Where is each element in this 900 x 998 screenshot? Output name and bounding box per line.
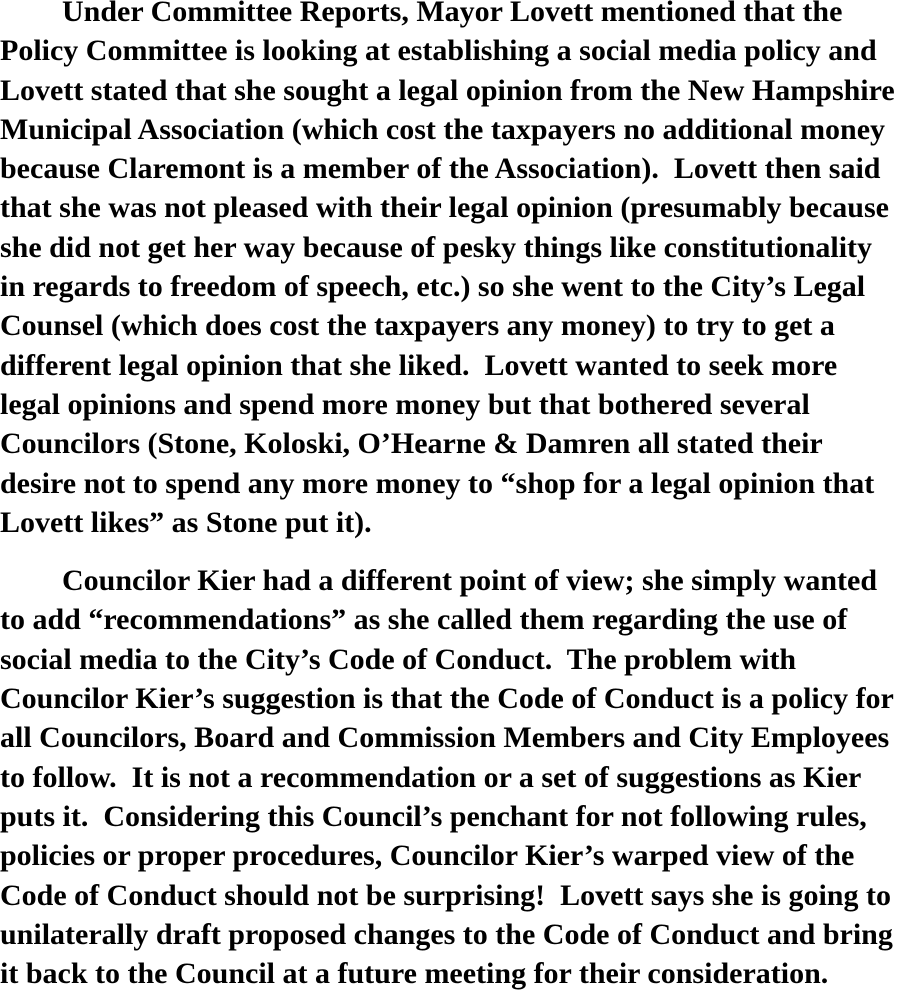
text-line: legal opinions and spend more money but that bothered several <box>0 387 810 421</box>
text-line: different legal opinion that she liked. Lovett wanted to seek more <box>0 348 838 382</box>
text-line: policies or proper procedures, Councilor Kier’s warped view of the <box>0 839 855 873</box>
text-line: Municipal Association (which cost the taxpayers no additional money <box>0 112 886 146</box>
text-line: Counsel (which does cost the taxpayers any money) to try to get a <box>0 309 835 343</box>
text-line: puts it. Considering this Council’s penchant for not following rules, <box>0 799 867 833</box>
text-line: it back to the Council at a future meeting for their consideration. <box>0 957 829 990</box>
text-line: Councilor Kier’s suggestion is that the Code of Conduct is a policy for <box>0 682 894 716</box>
text-line: because Claremont is a member of the Association). Lovett then said <box>0 152 881 186</box>
text-line: unilaterally draft proposed changes to the Code of Conduct and bring <box>0 917 893 951</box>
paragraph-councilor-kier <box>0 561 900 990</box>
text-line: desire not to spend any more money to “shop for a legal opinion that <box>0 466 875 500</box>
text-line: Policy Committee is looking at establishing a social media policy and <box>0 34 877 68</box>
text-line: Lovett stated that she sought a legal opinion from the New Hampshire <box>0 73 895 107</box>
text-line: Under Committee Reports, Mayor Lovett mentioned that the <box>62 0 843 28</box>
text-line: social media to the City’s Code of Conduct. The problem with <box>0 642 797 676</box>
text-line: Lovett likes” as Stone put it). <box>0 505 372 539</box>
text-line: Code of Conduct should not be surprising! Lovett says she is going to <box>0 878 891 912</box>
text-line: that she was not pleased with their legal opinion (presumably because <box>0 191 889 225</box>
text-line: all Councilors, Board and Commission Members and City Employees <box>0 721 890 755</box>
text-line: Councilors (Stone, Koloski, O’Hearne & Damren all stated their <box>0 427 823 461</box>
text-line: in regards to freedom of speech, etc.) so she went to the City’s Legal <box>0 270 866 304</box>
text-line: Councilor Kier had a different point of view; she simply wanted <box>62 564 878 598</box>
text-line: she did not get her way because of pesky things like constitutionality <box>0 230 873 264</box>
text-line: to follow. It is not a recommendation or a set of suggestions as Kier <box>0 760 862 794</box>
text-line: to add “recommendations” as she called them regarding the use of <box>0 603 848 637</box>
